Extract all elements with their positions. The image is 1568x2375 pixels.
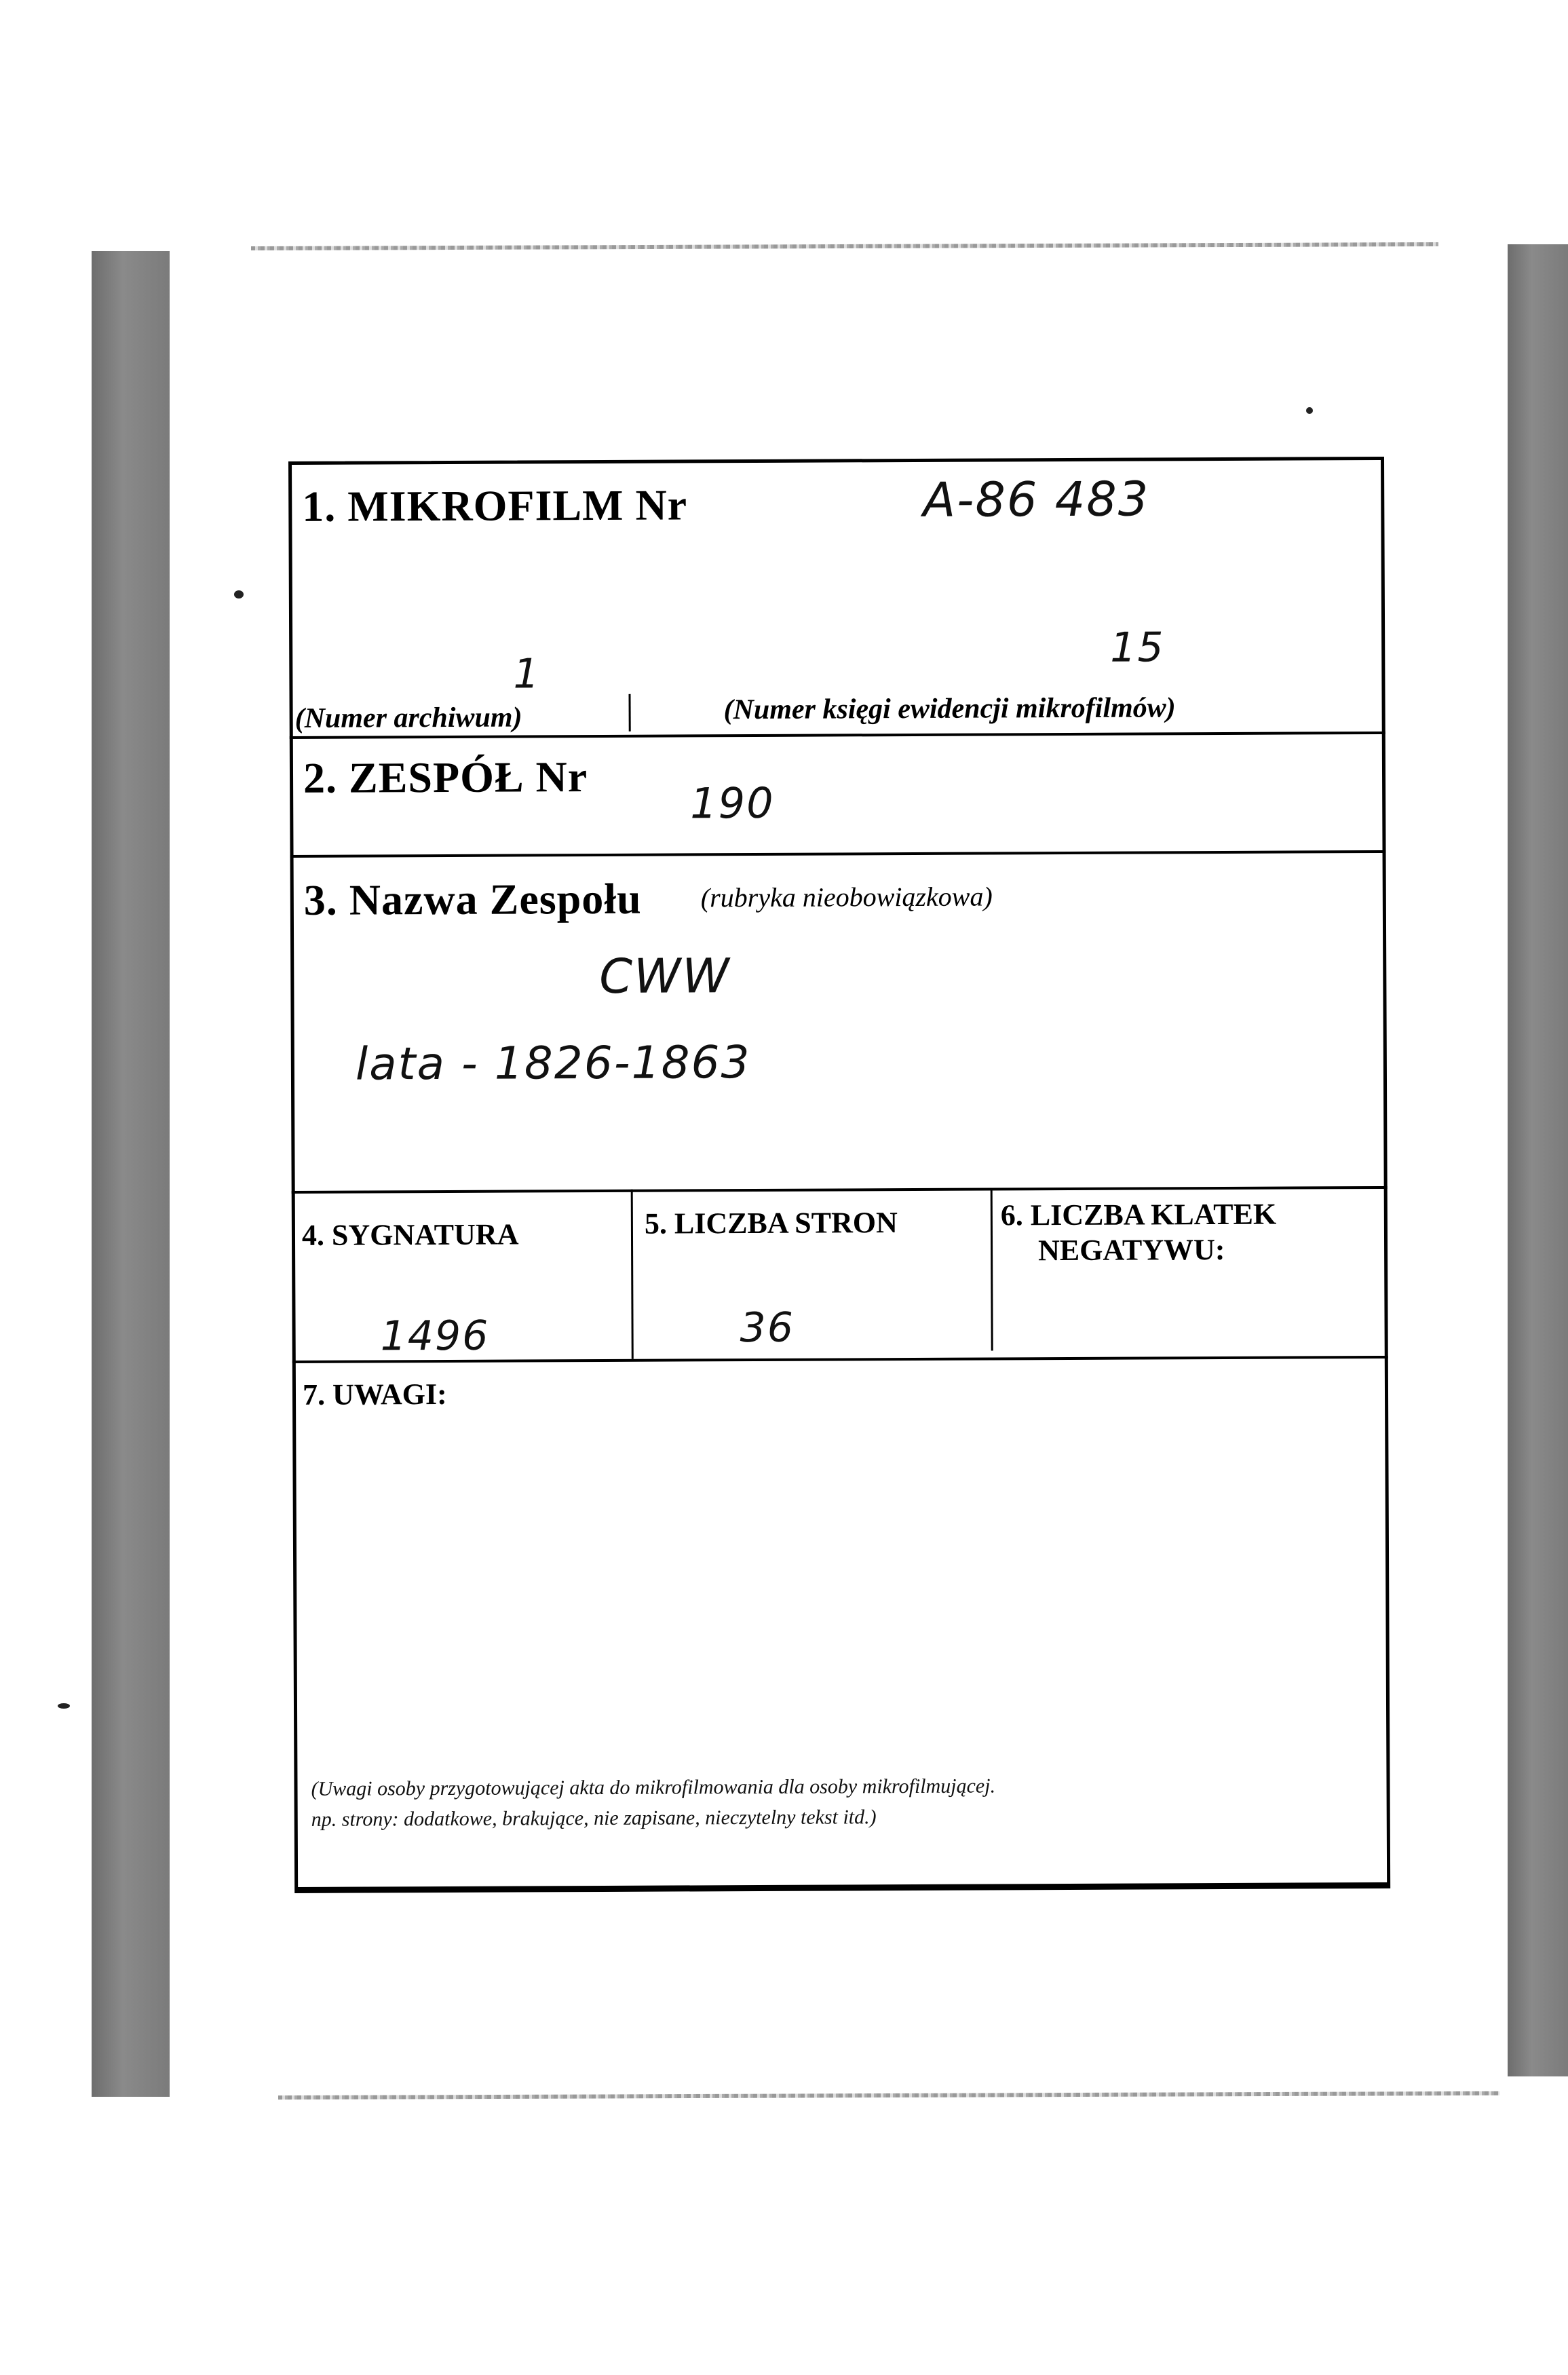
zespol-name: CWW (599, 948, 731, 1005)
scan-edge-left (92, 251, 170, 2097)
speck (234, 590, 244, 598)
uwagi-label: 7. UWAGI: (302, 1377, 447, 1411)
sygnatura-label: 4. SYGNATURA (301, 1217, 519, 1252)
liczba-klatek-label-2: NEGATYWU: (1037, 1232, 1225, 1268)
microfilm-card (288, 457, 1390, 1893)
speck (58, 1703, 70, 1709)
liczba-klatek-label-1: 6. LICZBA KLATEK (1000, 1197, 1277, 1232)
nazwa-zespolu-label: 3. Nazwa Zespołu (303, 874, 642, 924)
register-number: 15 (1110, 624, 1165, 672)
mikrofilm-label: 1. MIKROFILM Nr (302, 480, 688, 531)
register-number-label: (Numer księgi ewidencji mikrofilmów) (723, 692, 1176, 726)
zespol-years: lata - 1826-1863 (355, 1036, 751, 1090)
scan-line-bottom (278, 2091, 1499, 2100)
zespol-label: 2. ZESPÓŁ Nr (303, 753, 588, 802)
speck (1306, 407, 1313, 414)
nazwa-zespolu-note: (rubryka nieobowiązkowa) (700, 881, 993, 913)
card-frame (288, 457, 1390, 1893)
uwagi-note-line-1: (Uwagi osoby przygotowującej akta do mikrofilmowania dla osoby mikrofilmującej. (311, 1774, 996, 1800)
liczba-stron-label: 5. LICZBA STRON (644, 1206, 898, 1240)
liczba-stron-value: 36 (740, 1304, 795, 1352)
sygnatura-value: 1496 (380, 1312, 490, 1361)
archive-number-label: (Numer archiwum) (294, 702, 522, 734)
divider (629, 694, 631, 732)
archive-number: 1 (513, 650, 541, 698)
zespol-number: 190 (690, 778, 775, 829)
scan-line-top (251, 242, 1438, 250)
uwagi-note-line-2: np. strony: dodatkowe, brakujące, nie zapisane, nieczytelny tekst itd.) (311, 1806, 877, 1831)
scan-edge-right (1508, 244, 1568, 2076)
mikrofilm-number: A-86 483 (923, 471, 1150, 528)
